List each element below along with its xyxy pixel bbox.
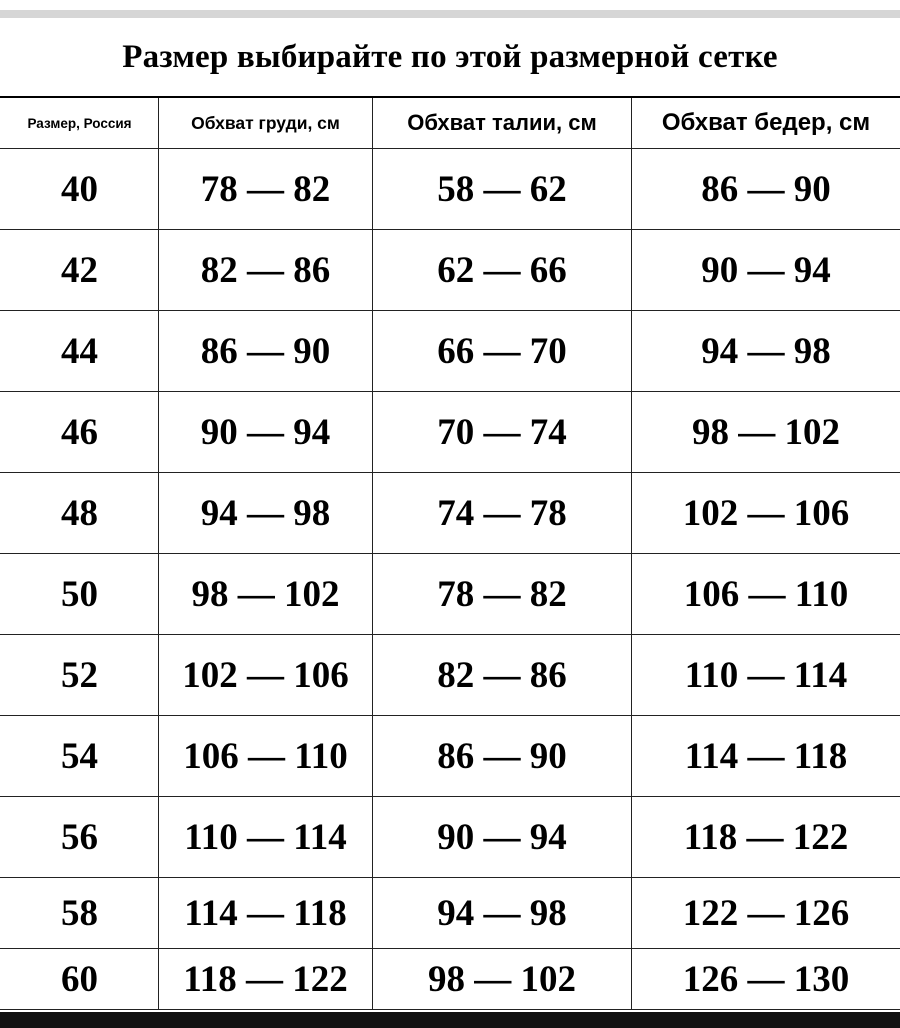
size-cell: 60 [1, 949, 159, 1010]
size-table [0, 98, 900, 1010]
size-cell: 44 [1, 311, 159, 392]
chest-cell: 102 — 106 [159, 635, 373, 716]
header-chest-girth: Обхват груди, см [159, 98, 373, 149]
table-row [1, 716, 900, 797]
chest-cell: 118 — 122 [159, 949, 373, 1010]
chest-cell: 98 — 102 [159, 554, 373, 635]
waist-cell: 82 — 86 [373, 635, 632, 716]
size-cell: 48 [1, 473, 159, 554]
chest-cell: 114 — 118 [159, 878, 373, 949]
table-row [1, 311, 900, 392]
header-size-russia: Размер, Россия [1, 98, 159, 149]
chest-cell: 110 — 114 [159, 797, 373, 878]
hips-cell: 102 — 106 [632, 473, 900, 554]
hips-cell: 126 — 130 [632, 949, 900, 1010]
chest-cell: 78 — 82 [159, 149, 373, 230]
table-row [1, 473, 900, 554]
top-margin [0, 0, 900, 10]
hips-cell: 122 — 126 [632, 878, 900, 949]
hips-cell: 94 — 98 [632, 311, 900, 392]
size-cell: 46 [1, 392, 159, 473]
hips-cell: 106 — 110 [632, 554, 900, 635]
size-cell: 56 [1, 797, 159, 878]
table-row [1, 635, 900, 716]
waist-cell: 74 — 78 [373, 473, 632, 554]
table-row [1, 878, 900, 949]
table-row [1, 392, 900, 473]
hips-cell: 90 — 94 [632, 230, 900, 311]
size-cell: 52 [1, 635, 159, 716]
table-row [1, 230, 900, 311]
size-cell: 58 [1, 878, 159, 949]
hips-cell: 110 — 114 [632, 635, 900, 716]
table-row [1, 149, 900, 230]
bottom-border-bar [0, 1012, 900, 1028]
waist-cell: 94 — 98 [373, 878, 632, 949]
waist-cell: 70 — 74 [373, 392, 632, 473]
size-cell: 50 [1, 554, 159, 635]
hips-cell: 86 — 90 [632, 149, 900, 230]
waist-cell: 62 — 66 [373, 230, 632, 311]
hips-cell: 98 — 102 [632, 392, 900, 473]
header-hip-girth: Обхват бедер, см [632, 98, 900, 149]
hips-cell: 118 — 122 [632, 797, 900, 878]
waist-cell: 78 — 82 [373, 554, 632, 635]
table-row [1, 554, 900, 635]
chest-cell: 106 — 110 [159, 716, 373, 797]
chest-cell: 86 — 90 [159, 311, 373, 392]
table-row [1, 797, 900, 878]
header-waist-girth: Обхват талии, см [373, 98, 632, 149]
waist-cell: 98 — 102 [373, 949, 632, 1010]
waist-cell: 66 — 70 [373, 311, 632, 392]
chest-cell: 94 — 98 [159, 473, 373, 554]
size-cell: 40 [1, 149, 159, 230]
chart-title: Размер выбирайте по этой размерной сетке [0, 18, 900, 98]
waist-cell: 90 — 94 [373, 797, 632, 878]
hips-cell: 114 — 118 [632, 716, 900, 797]
size-cell: 42 [1, 230, 159, 311]
top-border-strip [0, 10, 900, 18]
table-row [1, 949, 900, 1010]
header-row [1, 98, 900, 149]
chest-cell: 90 — 94 [159, 392, 373, 473]
waist-cell: 58 — 62 [373, 149, 632, 230]
waist-cell: 86 — 90 [373, 716, 632, 797]
chest-cell: 82 — 86 [159, 230, 373, 311]
size-cell: 54 [1, 716, 159, 797]
